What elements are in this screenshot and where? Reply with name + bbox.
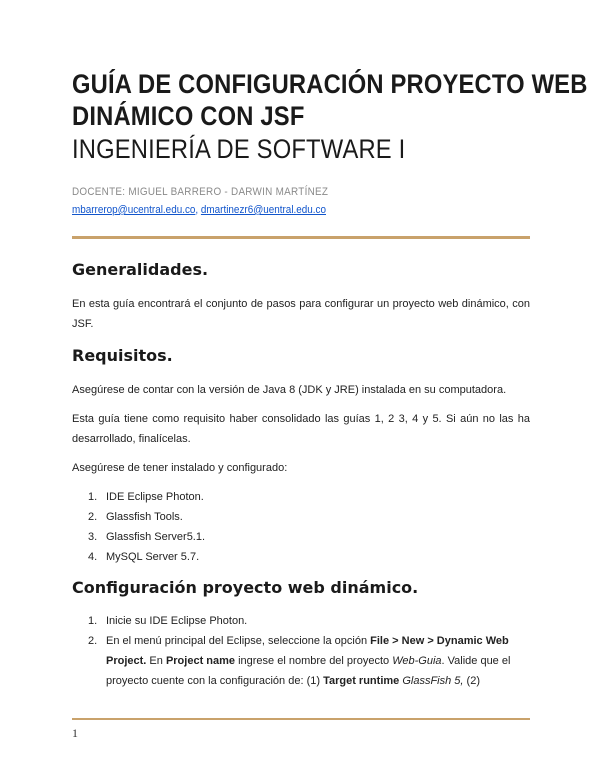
header-divider — [72, 236, 530, 239]
teachers-line: DOCENTE: MIGUEL BARRERO - DARWIN MARTÍNEZ — [72, 186, 329, 198]
title-line-2: DINÁMICO CON JSF — [72, 101, 305, 131]
heading-generalidades: Generalidades. — [72, 260, 209, 279]
step-text: . Valide que el proyecto cuente con la configuración de: (1) — [106, 655, 511, 687]
step-text: ingrese el nombre del proyecto — [235, 655, 393, 667]
generalidades-text: En esta guía encontrará el conjunto de pasos para configurar un proyecto web dinámico, con JSF. — [72, 298, 530, 330]
configuration-steps — [72, 611, 530, 691]
list-item-number: 3. — [88, 531, 98, 543]
step-text: En el menú principal del Eclipse, seleccione la opción — [106, 635, 371, 647]
email-link-1[interactable]: mbarrerop@ucentral.edu.co — [72, 204, 196, 216]
step-text: En — [146, 655, 166, 667]
list-item-number: 1. — [88, 491, 98, 503]
list-item-text: Glassfish Server5.1. — [106, 531, 206, 543]
list-item-number: 2. — [88, 511, 98, 523]
list-item — [72, 507, 530, 527]
list-item-number: 4. — [88, 551, 98, 563]
email-link-2[interactable]: dmartinezr6@uentral.edu.co — [200, 204, 326, 216]
emails-line — [72, 204, 326, 216]
list-item-number: 1. — [88, 615, 98, 627]
title-line-1: GUÍA DE CONFIGURACIÓN PROYECTO WEB — [72, 69, 588, 99]
email-separator: , — [195, 204, 201, 216]
page-number: 1 — [72, 726, 78, 740]
list-item-text: Glassfish Tools. — [106, 511, 183, 523]
step-text: (2) — [463, 675, 480, 687]
field-name: Project name — [165, 655, 236, 667]
project-name: Web-Guia — [392, 655, 442, 667]
runtime-value: GlassFish 5, — [402, 675, 464, 687]
list-item-text — [106, 631, 530, 691]
list-item-number: 2. — [88, 635, 98, 647]
requisitos-p2: Esta guía tiene como requisito haber consolidado las guías 1, 2 3, 4 y 5. Si aún no las ha desarrollado, finalícelas. — [72, 413, 530, 445]
list-item — [72, 527, 530, 547]
list-item-text: MySQL Server 5.7. — [106, 551, 200, 563]
list-item — [72, 547, 530, 567]
list-item — [72, 631, 530, 691]
menu-path: File > New > Dynamic Web Project. — [106, 635, 509, 667]
heading-configuracion: Configuración proyecto web dinámico. — [72, 578, 419, 597]
heading-requisitos: Requisitos. — [72, 346, 173, 365]
course-name: INGENIERÍA DE SOFTWARE I — [72, 134, 406, 164]
list-item-text: IDE Eclipse Photon. — [106, 491, 204, 503]
list-item — [72, 487, 530, 507]
document-title — [72, 68, 588, 165]
list-item — [72, 611, 530, 631]
requisitos-p1: Asegúrese de contar con la versión de Java 8 (JDK y JRE) instalada en su computadora. — [72, 384, 507, 396]
field-name: Target runtime — [323, 675, 400, 687]
list-item-text: Inicie su IDE Eclipse Photon. — [106, 615, 248, 627]
footer-divider — [72, 718, 530, 720]
requirements-list — [72, 487, 530, 567]
requisitos-p3: Asegúrese de tener instalado y configurado: — [72, 462, 288, 474]
